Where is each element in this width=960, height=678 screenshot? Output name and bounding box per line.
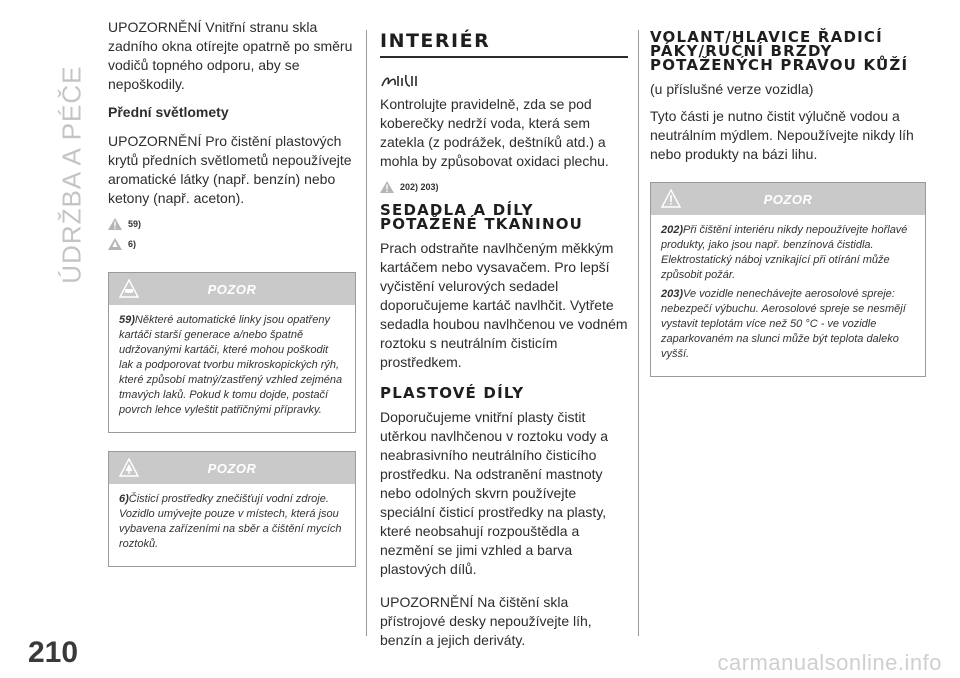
interior-note: Kontrolujte pravidelně, zda se pod koberečky nedrží voda, která sem zatekla (z podrážek, deštníků atd.) a mohla by způsobovat oxidaci plechu. bbox=[380, 96, 609, 169]
warning-triangle-icon bbox=[661, 189, 681, 214]
version-note: (u příslušné verze vozidla) bbox=[650, 81, 814, 97]
warning-box-header bbox=[109, 273, 355, 305]
section-side-title-text: ÚDRŽBA A PÉČE bbox=[56, 65, 87, 284]
dashboard-glass-note: UPOZORNĚNÍ Na čištění skla přístrojové desky nepoužívejte líh, benzín a jejich deriváty. bbox=[380, 594, 592, 648]
plastic-text: Doporučujeme vnitřní plasty čistit utěrkou navlhčenou v roztoku vody a neabrasivního neutrálního čisticího prostředku. Na odstranění mastnoty nebo odolných skvrn používejte speciální čisticí prostředky na plasty, které neobsahují rozpouštědla a nezmění se jimi vzhled a barva plastových dílů. bbox=[380, 409, 609, 577]
seats-text: Prach odstraňte navlhčeným měkkým kartáčem nebo vysavačem. Pro lepší vyčistění velurových sedadel doporučujeme kartáč navlhčit. Vytřete sedadla houbou navlhčenou ve vodném roztoku s neutrálním čisticím prostředkem. bbox=[380, 240, 628, 370]
warning-item-text: Čisticí prostředky znečišťují vodní zdroje. Vozidlo umývejte pouze v místech, která jsou vybavena zařízeními na sběr a čištění mycích roztoků. bbox=[119, 493, 342, 550]
warning-item bbox=[661, 223, 915, 283]
warning-title: POZOR bbox=[207, 281, 257, 297]
environment-triangle-icon bbox=[108, 238, 122, 250]
environment-reference bbox=[108, 238, 356, 250]
warning-item-number: 6) bbox=[119, 493, 129, 505]
warning-triangle-icon bbox=[108, 218, 122, 230]
column-1 bbox=[108, 18, 356, 567]
page-number: 210 bbox=[28, 636, 79, 669]
leather-parts-heading: VOLANT/HLAVICE ŘADICÍ PÁKY/RUČNÍ BRZDY POTAŽENÝCH PRAVOU KŮŽÍ bbox=[650, 28, 909, 74]
warning-title: POZOR bbox=[207, 460, 257, 476]
warning-reference bbox=[108, 218, 356, 230]
warning-item-number: 202) bbox=[661, 224, 684, 236]
warning-item bbox=[119, 313, 345, 418]
warning-item bbox=[661, 287, 915, 362]
warning-item-number: 203) bbox=[661, 288, 684, 300]
interior-heading: INTERIÉR bbox=[380, 18, 628, 58]
warning-item-text: Při čištění interiéru nikdy nepoužívejte hořlavé produkty, jako jsou např. benzínová čistidla. Elektrostatický náboj vznikající při otírání může způsobit požár. bbox=[661, 224, 908, 281]
headlights-note: UPOZORNĚNÍ Pro čistění plastových krytů předních světlometů nepoužívejte aromatické látky (např. benzín) nebo ketony (např. aceton). bbox=[108, 133, 352, 206]
warning-reference-text: 202) 203) bbox=[400, 182, 439, 192]
warning-box-6 bbox=[108, 451, 356, 567]
warning-item-text: Ve vozidle nenechávejte aerosolové spreje: nebezpečí výbuchu. Aerosolové spreje se nesmějí vystavit teplotám více než 50 °C - ve vozidle zaparkovaném na slunci může být teplota daleko vyšší. bbox=[661, 288, 906, 360]
warning-body bbox=[651, 215, 925, 376]
warning-item-number: 59) bbox=[119, 314, 135, 326]
brand-signature-icon bbox=[380, 72, 426, 90]
leather-cleaning-text: Tyto části je nutno čistit výlučně vodou a neutrálním mýdlem. Nepoužívejte nikdy líh nebo produkty na bázi lihu. bbox=[650, 108, 914, 162]
warning-box-header bbox=[109, 452, 355, 484]
warning-item bbox=[119, 492, 345, 552]
car-warning-icon bbox=[119, 279, 139, 304]
warning-title: POZOR bbox=[763, 191, 813, 207]
warning-body bbox=[109, 305, 355, 432]
tree-warning-icon bbox=[119, 458, 139, 483]
warning-body bbox=[109, 484, 355, 566]
rear-window-note: UPOZORNĚNÍ Vnitřní stranu skla zadního okna otírejte opatrně po směru vodičů topného odporu, aby se nepoškodily. bbox=[108, 19, 353, 92]
seats-heading: SEDADLA A DÍLY POTAŽENÉ TKANINOU bbox=[380, 201, 584, 233]
plastic-heading: PLASTOVÉ DÍLY bbox=[380, 384, 525, 402]
column-2 bbox=[380, 18, 628, 660]
warning-box-202-203 bbox=[650, 182, 926, 377]
column-3 bbox=[650, 18, 930, 377]
warning-reference-text: 59) bbox=[128, 219, 142, 229]
warning-item-text: Některé automatické linky jsou opatřeny kartáči starší generace a/nebo špatně udržovanými kartáči, které mohou poškodit lak a podporovat tvorbu mikroskopických rýh, které způsobí matný/zastřený vzhled zejména tmavých laků. Pokud k tomu dojde, postačí povrch lehce vyleštit patřičnými přípravky. bbox=[119, 314, 343, 416]
section-side-title bbox=[52, 30, 92, 630]
headlights-subheading: Přední světlomety bbox=[108, 104, 229, 120]
column-divider-1 bbox=[366, 30, 367, 636]
environment-reference-text: 6) bbox=[128, 239, 137, 249]
column-divider-2 bbox=[638, 30, 639, 636]
warning-box-header bbox=[651, 183, 925, 215]
warning-reference bbox=[380, 181, 628, 193]
watermark: carmanualsonline.info bbox=[717, 650, 942, 675]
warning-box-59 bbox=[108, 272, 356, 433]
warning-triangle-icon bbox=[380, 181, 394, 193]
